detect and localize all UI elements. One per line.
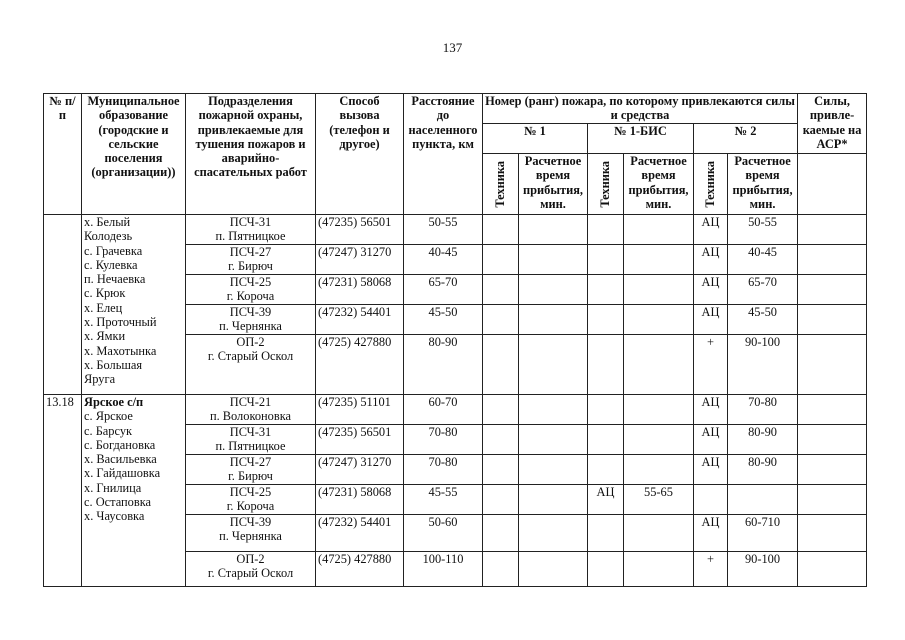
rank1bis-time-cell: 55-65 bbox=[624, 485, 694, 515]
rank2-equipment-cell: АЦ bbox=[694, 395, 728, 425]
division-cell: ПСЧ-39 п. Чернянка bbox=[186, 515, 316, 552]
rank1bis-time-cell bbox=[624, 455, 694, 485]
distance-cell: 50-60 bbox=[404, 515, 483, 552]
rank1-time-cell bbox=[519, 485, 588, 515]
rank1bis-equipment-cell bbox=[588, 305, 624, 335]
rank1bis-equipment-cell: АЦ bbox=[588, 485, 624, 515]
locality-name: Колодезь bbox=[84, 229, 133, 244]
rank1-time-cell bbox=[519, 275, 588, 305]
distance-cell: 60-70 bbox=[404, 395, 483, 425]
rank1-time-cell bbox=[519, 305, 588, 335]
rank1-equipment-cell bbox=[483, 485, 519, 515]
rank2-time-cell: 90-100 bbox=[728, 552, 798, 587]
rank1bis-equipment-cell bbox=[588, 455, 624, 485]
locality-name: х. Чаусовка bbox=[84, 509, 145, 524]
distance-cell: 45-55 bbox=[404, 485, 483, 515]
rank1bis-equipment-cell bbox=[588, 215, 624, 245]
rank1bis-time-cell bbox=[624, 552, 694, 587]
rank1bis-equipment-cell bbox=[588, 395, 624, 425]
rank2-time-cell: 60-710 bbox=[728, 515, 798, 552]
rank1-equipment-cell bbox=[483, 425, 519, 455]
locality-name: х. Махотынка bbox=[84, 343, 157, 358]
rank2-equipment-cell bbox=[694, 485, 728, 515]
rank1bis-time-cell bbox=[624, 275, 694, 305]
settlement-name: Ярское с/п bbox=[84, 395, 144, 409]
locality-name: с. Остаповка bbox=[84, 495, 152, 510]
locality-name: Яруга bbox=[84, 372, 116, 387]
division-cell: ПСЧ-27 г. Бирюч bbox=[186, 245, 316, 275]
header-rank1bis-equipment: Техника bbox=[588, 154, 624, 215]
asr-cell bbox=[798, 335, 867, 365]
distance-cell: 70-80 bbox=[404, 455, 483, 485]
rank1-equipment-cell bbox=[483, 215, 519, 245]
header-rank2-time: Расчетное время прибытия, мин. bbox=[728, 154, 798, 215]
rank1bis-time-cell bbox=[624, 305, 694, 335]
rank1-time-cell bbox=[519, 215, 588, 245]
rank1-time-cell bbox=[519, 335, 588, 365]
rank2-time-cell: 70-80 bbox=[728, 395, 798, 425]
division-cell: ПСЧ-27 г. Бирюч bbox=[186, 455, 316, 485]
phone-cell: (47232) 54401 bbox=[316, 515, 404, 552]
header-num: № п/п bbox=[44, 94, 82, 215]
rank1bis-time-cell bbox=[624, 425, 694, 455]
header-rank-1bis: № 1-БИС bbox=[588, 124, 694, 154]
locality-name: с. Крюк bbox=[84, 286, 126, 301]
division-cell: ПСЧ-31 п. Пятницкое bbox=[186, 215, 316, 245]
division-cell: ПСЧ-25 г. Короча bbox=[186, 275, 316, 305]
division-cell: ОП-2 г. Старый Оскол bbox=[186, 335, 316, 365]
row-number-cell bbox=[44, 215, 82, 395]
asr-cell bbox=[798, 515, 867, 552]
rank2-equipment-cell: АЦ bbox=[694, 425, 728, 455]
rank1bis-time-cell bbox=[624, 245, 694, 275]
locality-name: х. Ямки bbox=[84, 329, 126, 344]
locality-name: с. Барсук bbox=[84, 423, 133, 438]
locality-name: п. Нечаевка bbox=[84, 272, 146, 287]
distance-cell: 100-110 bbox=[404, 552, 483, 587]
phone-cell: (47235) 51101 bbox=[316, 395, 404, 425]
locality-name: х. Проточный bbox=[84, 315, 157, 330]
rank1-equipment-cell bbox=[483, 335, 519, 365]
rank2-time-cell: 40-45 bbox=[728, 245, 798, 275]
division-cell: ПСЧ-25 г. Короча bbox=[186, 485, 316, 515]
page-number: 137 bbox=[442, 40, 463, 55]
locality-cell bbox=[82, 395, 186, 587]
header-rank-2: № 2 bbox=[694, 124, 798, 154]
locality-name: с. Грачевка bbox=[84, 243, 143, 258]
phone-cell: (47247) 31270 bbox=[316, 455, 404, 485]
rank2-time-cell: 65-70 bbox=[728, 275, 798, 305]
asr-cell bbox=[798, 455, 867, 485]
header-rank1bis-time: Расчетное время прибытия, мин. bbox=[624, 154, 694, 215]
rank1-time-cell bbox=[519, 455, 588, 485]
phone-cell: (47231) 58068 bbox=[316, 275, 404, 305]
rank2-time-cell bbox=[728, 485, 798, 515]
rank1-equipment-cell bbox=[483, 275, 519, 305]
distance-cell: 80-90 bbox=[404, 335, 483, 365]
header-call-method: Способ вызова (телефон и другое) bbox=[316, 94, 404, 215]
rank2-time-cell: 90-100 bbox=[728, 335, 798, 365]
phone-cell: (47232) 54401 bbox=[316, 305, 404, 335]
rank2-time-cell: 80-90 bbox=[728, 425, 798, 455]
header-asr-cell bbox=[798, 154, 867, 215]
rank1bis-equipment-cell bbox=[588, 552, 624, 587]
rank1-time-cell bbox=[519, 245, 588, 275]
rank1-time-cell bbox=[519, 425, 588, 455]
distance-cell: 50-55 bbox=[404, 215, 483, 245]
rank1bis-equipment-cell bbox=[588, 425, 624, 455]
asr-cell bbox=[798, 425, 867, 455]
fire-forces-table bbox=[43, 93, 867, 587]
rank2-equipment-cell: АЦ bbox=[694, 515, 728, 552]
locality-name: х. Белый bbox=[84, 215, 131, 229]
rank2-equipment-cell: АЦ bbox=[694, 305, 728, 335]
asr-cell bbox=[798, 245, 867, 275]
table-row bbox=[44, 395, 867, 425]
phone-cell: (47231) 58068 bbox=[316, 485, 404, 515]
locality-name: х. Большая bbox=[84, 357, 143, 372]
header-fire-rank: Номер (ранг) пожара, по которому привлекаются силы и средства bbox=[483, 94, 798, 124]
rank1bis-time-cell bbox=[624, 395, 694, 425]
rank2-time-cell: 80-90 bbox=[728, 455, 798, 485]
rank1bis-equipment-cell bbox=[588, 515, 624, 552]
rank2-time-cell: 45-50 bbox=[728, 305, 798, 335]
phone-cell: (4725) 427880 bbox=[316, 335, 404, 365]
asr-cell bbox=[798, 215, 867, 245]
phone-cell: (47235) 56501 bbox=[316, 215, 404, 245]
distance-cell: 40-45 bbox=[404, 245, 483, 275]
locality-name: с. Богдановка bbox=[84, 437, 156, 452]
division-cell: ПСЧ-31 п. Пятницкое bbox=[186, 425, 316, 455]
division-cell: ПСЧ-21 п. Волоконовка bbox=[186, 395, 316, 425]
locality-name: х. Гайдашовка bbox=[84, 466, 161, 481]
distance-cell: 70-80 bbox=[404, 425, 483, 455]
header-rank2-equipment: Техника bbox=[694, 154, 728, 215]
rank2-time-cell: 50-55 bbox=[728, 215, 798, 245]
rank2-equipment-cell: АЦ bbox=[694, 455, 728, 485]
distance-cell: 65-70 bbox=[404, 275, 483, 305]
rank2-equipment-cell: + bbox=[694, 552, 728, 587]
locality-name: х. Васильевка bbox=[84, 452, 157, 467]
division-cell: ПСЧ-39 п. Чернянка bbox=[186, 305, 316, 335]
header-rank-1: № 1 bbox=[483, 124, 588, 154]
header-rank1-time: Расчетное время прибытия, мин. bbox=[519, 154, 588, 215]
locality-name: с. Ярское bbox=[84, 409, 133, 424]
asr-cell bbox=[798, 275, 867, 305]
header-asr: Силы, привле-каемые на АСР* bbox=[798, 94, 867, 154]
rank1-time-cell bbox=[519, 552, 588, 587]
rank2-equipment-cell: АЦ bbox=[694, 275, 728, 305]
division-cell: ОП-2 г. Старый Оскол bbox=[186, 552, 316, 587]
asr-cell bbox=[798, 552, 867, 587]
rank1bis-time-cell bbox=[624, 515, 694, 552]
rank1-equipment-cell bbox=[483, 305, 519, 335]
rank1bis-equipment-cell bbox=[588, 335, 624, 365]
distance-cell: 45-50 bbox=[404, 305, 483, 335]
rank1-time-cell bbox=[519, 515, 588, 552]
rank2-equipment-cell: + bbox=[694, 335, 728, 365]
rank1bis-time-cell bbox=[624, 215, 694, 245]
locality-cell bbox=[82, 215, 186, 395]
asr-cell bbox=[798, 485, 867, 515]
header-rank1-equipment: Техника bbox=[483, 154, 519, 215]
header-municipality: Муниципальное образование (городские и сельские поселения (организации)) bbox=[82, 94, 186, 215]
locality-name: х. Елец bbox=[84, 300, 123, 315]
rank1-equipment-cell bbox=[483, 455, 519, 485]
asr-cell bbox=[798, 305, 867, 335]
row-number-cell: 13.18 bbox=[44, 395, 82, 587]
rank1bis-equipment-cell bbox=[588, 245, 624, 275]
rank1-equipment-cell bbox=[483, 395, 519, 425]
asr-cell bbox=[798, 395, 867, 425]
phone-cell: (47235) 56501 bbox=[316, 425, 404, 455]
header-distance: Расстояние до населенного пункта, км bbox=[404, 94, 483, 215]
rank1-equipment-cell bbox=[483, 245, 519, 275]
phone-cell: (4725) 427880 bbox=[316, 552, 404, 587]
rank1bis-equipment-cell bbox=[588, 275, 624, 305]
rank1-time-cell bbox=[519, 395, 588, 425]
rank1-equipment-cell bbox=[483, 552, 519, 587]
rank2-equipment-cell: АЦ bbox=[694, 215, 728, 245]
locality-name: с. Кулевка bbox=[84, 257, 138, 272]
locality-name: х. Гнилица bbox=[84, 480, 142, 495]
phone-cell: (47247) 31270 bbox=[316, 245, 404, 275]
header-division: Подразделения пожарной охраны, привлекаемые для тушения пожаров и аварийно-спасательных работ bbox=[186, 94, 316, 215]
rank1bis-time-cell bbox=[624, 335, 694, 365]
table-row bbox=[44, 215, 867, 245]
rank2-equipment-cell: АЦ bbox=[694, 245, 728, 275]
rank1-equipment-cell bbox=[483, 515, 519, 552]
